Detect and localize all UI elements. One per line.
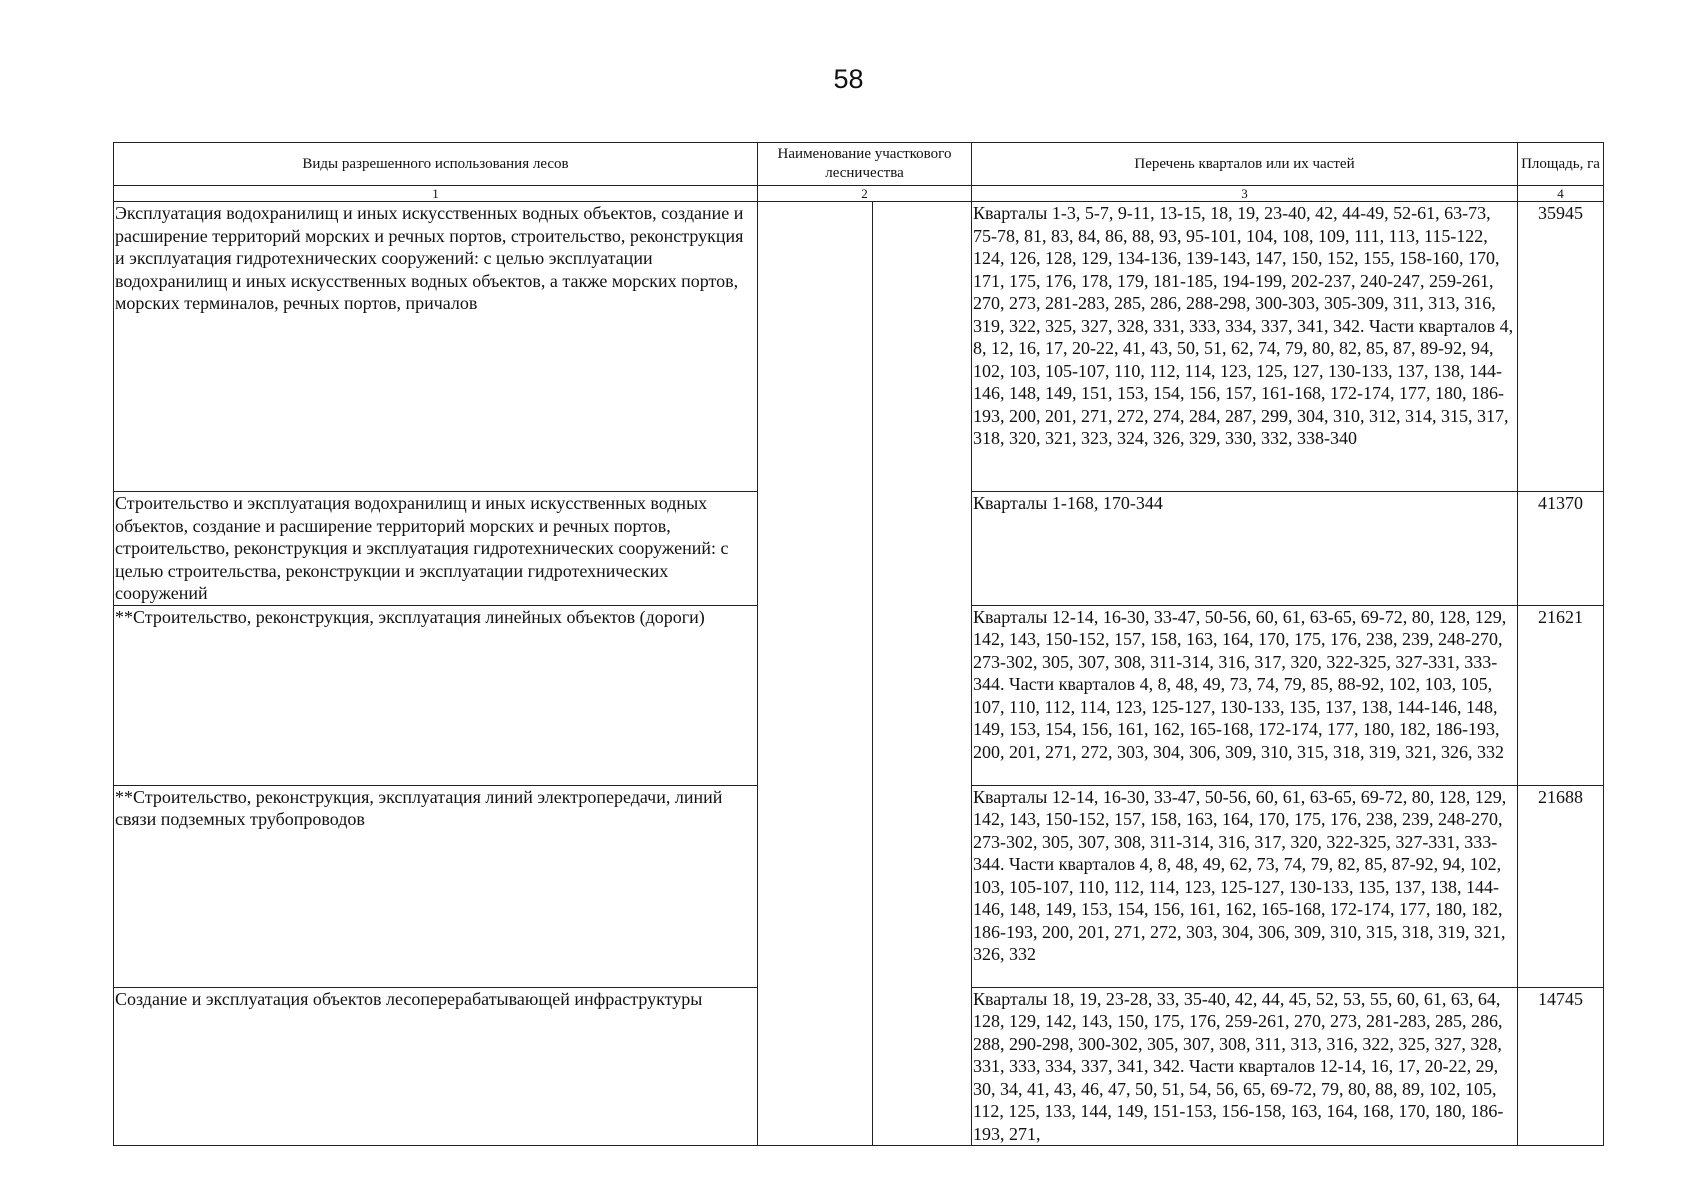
use-type-cell: Создание и эксплуатация объектов лесоперерабатывающей инфраструктуры: [114, 987, 758, 1146]
quarters-cell: Кварталы 1-168, 170-344: [972, 492, 1518, 606]
area-cell: 14745: [1518, 987, 1604, 1146]
use-type-cell: **Строительство, реконструкция, эксплуатация линий электропередачи, линий связи подземных трубопроводов: [114, 785, 758, 987]
forest-use-table: [113, 142, 1604, 1146]
forestry-name-cell-inner: [873, 202, 972, 1146]
table-row: [114, 202, 1604, 492]
area-cell: 21621: [1518, 605, 1604, 785]
table-header-row: [114, 143, 1604, 186]
column-number: 3: [972, 186, 1518, 202]
header-area: Площадь, га: [1518, 143, 1604, 186]
quarters-cell: Кварталы 12-14, 16-30, 33-47, 50-56, 60, 61, 63-65, 69-72, 80, 128, 129, 142, 143, 150-152, 157, 158, 163, 164, 170, 175, 176, 238, 239, 248-270, 273-302, 305, 307, 308, 311-314, 316, 317, 320, 322-325, 327-331, 333-344. Части кварталов 4, 8, 48, 49, 62, 73, 74, 79, 82, 85, 87-92, 94, 102, 103, 105-107, 110, 112, 114, 123, 125-127, 130-133, 135, 137, 138, 144-146, 148, 149, 153, 154, 156, 161, 162, 165-168, 172-174, 177, 180, 182, 186-193, 200, 201, 271, 272, 303, 304, 306, 309, 310, 315, 318, 319, 321, 326, 332: [972, 785, 1518, 987]
area-cell: 35945: [1518, 202, 1604, 492]
quarters-cell: Кварталы 18, 19, 23-28, 33, 35-40, 42, 44, 45, 52, 53, 55, 60, 61, 63, 64, 128, 129, 142, 143, 150, 175, 176, 259-261, 270, 273, 281-283, 285, 286, 288, 290-298, 300-302, 305, 307, 308, 311, 313, 316, 322, 325, 327, 328, 331, 333, 334, 337, 341, 342. Части кварталов 12-14, 16, 17, 20-22, 29, 30, 34, 41, 43, 46, 47, 50, 51, 54, 56, 65, 69-72, 79, 80, 88, 89, 102, 105, 112, 125, 133, 144, 149, 151-153, 156-158, 163, 164, 168, 170, 180, 186-193, 271,: [972, 987, 1518, 1146]
header-forestry-name: Наименование участкового лесничества: [758, 143, 972, 186]
area-cell: 41370: [1518, 492, 1604, 606]
header-use-type: Виды разрешенного использования лесов: [114, 143, 758, 186]
column-number: 4: [1518, 186, 1604, 202]
column-number: 2: [758, 186, 972, 202]
column-number-row: [114, 186, 1604, 202]
header-quarters-list: Перечень кварталов или их частей: [972, 143, 1518, 186]
forestry-name-cell: [758, 202, 873, 1146]
use-type-cell: Эксплуатация водохранилищ и иных искусственных водных объектов, создание и расширение территорий морских и речных портов, строительство, реконструкция и эксплуатация гидротехнических сооружений: с целью эксплуатации водохранилищ и иных искусственных водных объектов, а также морских портов, морских терминалов, речных портов, причалов: [114, 202, 758, 492]
column-number: 1: [114, 186, 758, 202]
quarters-cell: Кварталы 12-14, 16-30, 33-47, 50-56, 60, 61, 63-65, 69-72, 80, 128, 129, 142, 143, 150-152, 157, 158, 163, 164, 170, 175, 176, 238, 239, 248-270, 273-302, 305, 307, 308, 311-314, 316, 317, 320, 322-325, 327-331, 333-344. Части кварталов 4, 8, 48, 49, 73, 74, 79, 85, 88-92, 102, 103, 105, 107, 110, 112, 114, 123, 125-127, 130-133, 135, 137, 138, 144-146, 148, 149, 153, 154, 156, 161, 162, 165-168, 172-174, 177, 180, 182, 186-193, 200, 201, 271, 272, 303, 304, 306, 309, 310, 315, 318, 319, 321, 326, 332: [972, 605, 1518, 785]
use-type-cell: **Строительство, реконструкция, эксплуатация линейных объектов (дороги): [114, 605, 758, 785]
page-number: 58: [833, 64, 864, 94]
use-type-cell: Строительство и эксплуатация водохранилищ и иных искусственных водных объектов, создание и расширение территорий морских и речных портов, строительство, реконструкция и эксплуатация гидротехнических сооружений: с целью строительства, реконструкции и эксплуатации гидротехнических сооружений: [114, 492, 758, 606]
quarters-cell: Кварталы 1-3, 5-7, 9-11, 13-15, 18, 19, 23-40, 42, 44-49, 52-61, 63-73, 75-78, 81, 83, 84, 86, 88, 93, 95-101, 104, 108, 109, 111, 113, 115-122, 124, 126, 128, 129, 134-136, 139-143, 147, 150, 152, 155, 158-160, 170, 171, 175, 176, 178, 179, 181-185, 194-199, 202-237, 240-247, 259-261, 270, 273, 281-283, 285, 286, 288-298, 300-303, 305-309, 311, 313, 316, 319, 322, 325, 327, 328, 331, 333, 334, 337, 341, 342. Части кварталов 4, 8, 12, 16, 17, 20-22, 41, 43, 50, 51, 62, 74, 79, 80, 82, 85, 87, 89-92, 94, 102, 103, 105-107, 110, 112, 114, 123, 125, 127, 130-133, 137, 138, 144-146, 148, 149, 151, 153, 154, 156, 157, 161-168, 172-174, 177, 180, 186-193, 200, 201, 271, 272, 274, 284, 287, 299, 304, 310, 312, 314, 315, 317, 318, 320, 321, 323, 324, 326, 329, 330, 332, 338-340: [972, 202, 1518, 492]
area-cell: 21688: [1518, 785, 1604, 987]
